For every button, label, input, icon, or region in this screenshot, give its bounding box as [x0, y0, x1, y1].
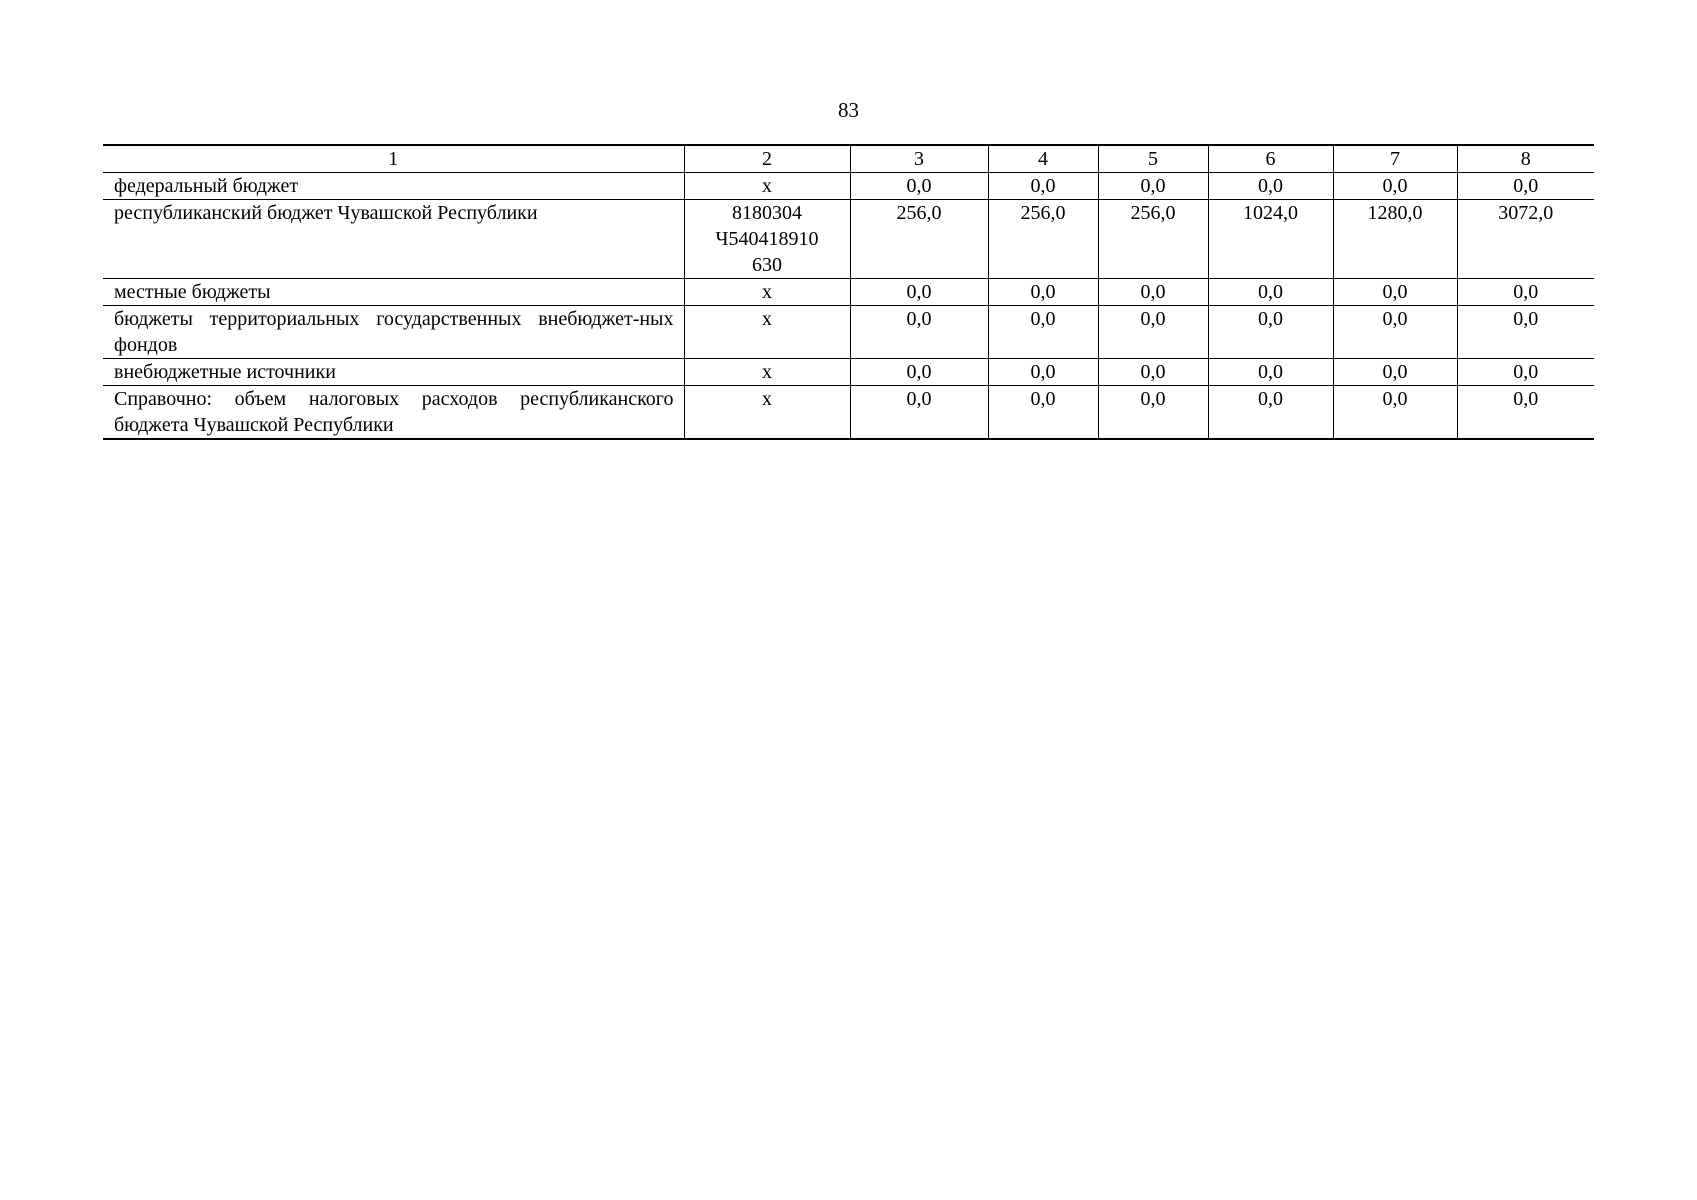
value-cell: 0,0: [1333, 279, 1457, 306]
value-cell: 0,0: [1457, 306, 1594, 359]
value-cell: 0,0: [1457, 173, 1594, 200]
value-cell: 0,0: [1098, 359, 1208, 386]
budget-code: x: [684, 306, 850, 359]
table-row: [103, 306, 1594, 359]
table-row: [103, 200, 1594, 279]
value-cell: 0,0: [1457, 359, 1594, 386]
value-cell: 0,0: [1333, 359, 1457, 386]
value-cell: 0,0: [1208, 306, 1333, 359]
value-cell: 0,0: [1208, 279, 1333, 306]
value-cell: 0,0: [1457, 386, 1594, 440]
value-cell: 0,0: [1457, 279, 1594, 306]
value-cell: 0,0: [1098, 386, 1208, 440]
value-cell: 0,0: [1208, 173, 1333, 200]
row-label: местные бюджеты: [103, 279, 684, 306]
row-label: внебюджетные источники: [103, 359, 684, 386]
page-number: 83: [838, 98, 859, 122]
value-cell: 0,0: [850, 306, 988, 359]
budget-code-line: 8180304: [732, 202, 802, 224]
value-cell: 0,0: [988, 173, 1098, 200]
column-number-header: 3: [850, 145, 988, 173]
table-row: [103, 279, 1594, 306]
value-cell: 0,0: [850, 173, 988, 200]
value-cell: 0,0: [1333, 386, 1457, 440]
value-cell: 0,0: [1333, 173, 1457, 200]
budget-code: [684, 200, 850, 279]
row-label: республиканский бюджет Чувашской Республики: [103, 200, 684, 279]
value-cell: 256,0: [988, 200, 1098, 279]
value-cell: 0,0: [850, 359, 988, 386]
value-cell: 0,0: [1333, 306, 1457, 359]
budget-code-line: Ч540418910: [715, 228, 819, 250]
value-cell: 0,0: [1208, 359, 1333, 386]
value-cell: 0,0: [988, 279, 1098, 306]
value-cell: 0,0: [850, 279, 988, 306]
column-number-header: 5: [1098, 145, 1208, 173]
column-number-header: 8: [1457, 145, 1594, 173]
row-label: Справочно: объем налоговых расходов республиканского бюджета Чувашской Республики: [103, 386, 684, 440]
column-number-header: 7: [1333, 145, 1457, 173]
budget-code-line: 630: [752, 254, 782, 276]
value-cell: 256,0: [1098, 200, 1208, 279]
budget-code: x: [684, 279, 850, 306]
table-row: [103, 173, 1594, 200]
budget-code: x: [684, 386, 850, 440]
budget-code: x: [684, 359, 850, 386]
row-label: федеральный бюджет: [103, 173, 684, 200]
table-row: [103, 386, 1594, 440]
value-cell: 0,0: [988, 359, 1098, 386]
column-number-header: 4: [988, 145, 1098, 173]
value-cell: 0,0: [1098, 173, 1208, 200]
column-number-header: 2: [684, 145, 850, 173]
column-number-header: 6: [1208, 145, 1333, 173]
table-row: [103, 359, 1594, 386]
row-label: бюджеты территориальных государственных внебюджет-ных фондов: [103, 306, 684, 359]
value-cell: 0,0: [988, 306, 1098, 359]
budget-code: x: [684, 173, 850, 200]
value-cell: 0,0: [1098, 306, 1208, 359]
value-cell: 0,0: [850, 386, 988, 440]
budget-table: [103, 144, 1594, 440]
value-cell: 3072,0: [1457, 200, 1594, 279]
column-number-header: 1: [103, 145, 684, 173]
value-cell: 1024,0: [1208, 200, 1333, 279]
value-cell: 0,0: [1098, 279, 1208, 306]
value-cell: 0,0: [1208, 386, 1333, 440]
table-header-row: [103, 145, 1594, 173]
value-cell: 1280,0: [1333, 200, 1457, 279]
value-cell: 256,0: [850, 200, 988, 279]
value-cell: 0,0: [988, 386, 1098, 440]
